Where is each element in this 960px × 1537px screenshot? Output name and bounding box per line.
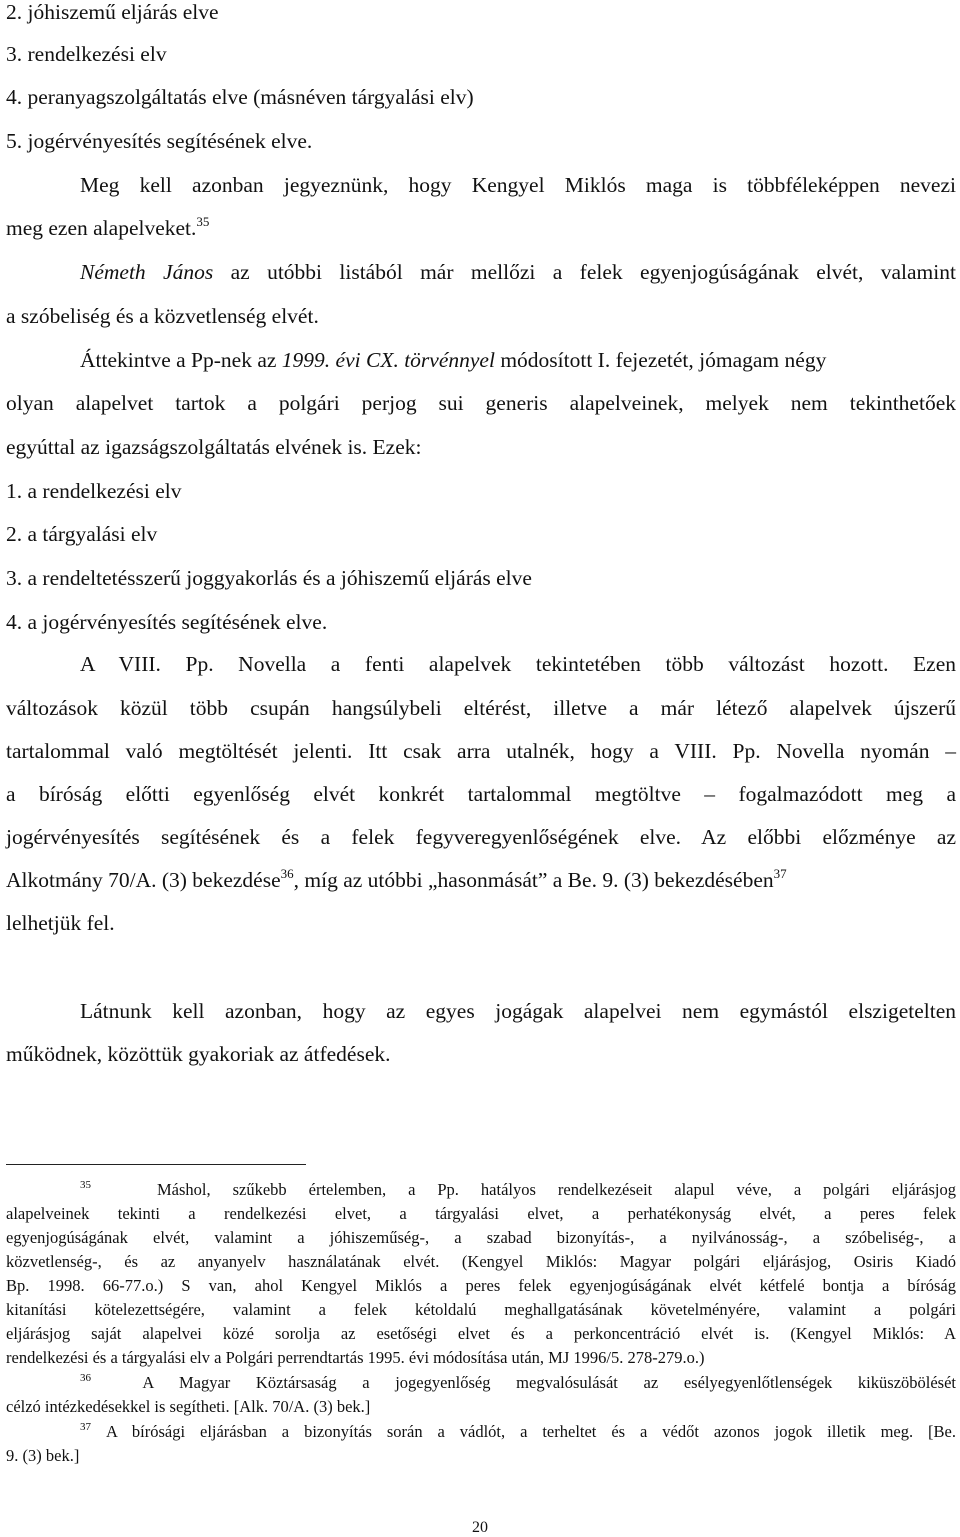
footnote-36: $^{36}$ A Magyar Köztársaság a jogegyenlőség megvalósulását az esélyegyenlőtlenségek kiküszöbölését: [80, 1371, 956, 1392]
footnote-ref-37[interactable]: 37: [773, 865, 787, 881]
paragraph-line: jogérvényesítés segítésének és a felek fegyveregyenlőségének elve. Az előbbi előzménye az: [6, 825, 956, 849]
footnote-line: kitanítási kötelezettségére, valamint a felek kétoldalú meghallgatásának követelményére, valamint a polgári: [6, 1300, 956, 1319]
footnote-37: $^{37}$ A bírósági eljárásban a bizonyítás során a vádlót, a terheltet és a védőt azonos jogok illetik meg. [Be.: [80, 1420, 957, 1441]
list-item: 3. a rendeltetésszerű joggyakorlás és a jóhiszemű eljárás elve: [6, 566, 532, 590]
paragraph-line: lelhetjük fel.: [6, 911, 115, 935]
paragraph-line: A VIII. Pp. Novella a fenti alapelvek tekintetében több változást hozott. Ezen: [80, 652, 956, 676]
paragraph-line: egyúttal az igazságszolgáltatás elvének is. Ezek:: [6, 435, 422, 459]
paragraph-line: a bíróság előtti egyenlőség elvét konkrét tartalommal megtöltve – fogalmazódott meg a: [6, 782, 956, 806]
footnote-line: alapelveinek tekinti a rendelkezési elvet, a tárgyalási elvet, a perhatékonyság elvét, a peres felek: [6, 1204, 956, 1223]
footnote-line: 9. (3) bek.]: [6, 1446, 80, 1465]
list-item: 1. a rendelkezési elv: [6, 479, 182, 503]
footnote-line: egyenjogúságának elvét, valamint a jóhiszeműség-, a szabad bizonyítás-, a nyilvánosság-, a szóbeliség-, a: [6, 1228, 956, 1247]
list-item: 4. peranyagszolgáltatás elve (másnéven tárgyalási elv): [6, 85, 474, 109]
paragraph-line: a szóbeliség és a közvetlenség elvét.: [6, 304, 319, 328]
footnote-separator: [6, 1164, 306, 1165]
paragraph-line: Alkotmány 70/A. (3) bekezdése$^{36}$, míg az utóbbi „hasonmását” a Be. 9. (3) bekezdésében$^{37}$: [6, 865, 787, 892]
footnote-ref-35[interactable]: 35: [196, 213, 210, 229]
list-item: 2. a tárgyalási elv: [6, 522, 158, 546]
paragraph-line: változások közül több csupán hangsúlybeli eltérést, illetve a már létező alapelvek újszerű: [6, 696, 956, 720]
paragraph-line: Meg kell azonban jegyeznünk, hogy Kengyel Miklós maga is többféleképpen nevezi: [80, 173, 956, 197]
footnote-line: rendelkezési és a tárgyalási elv a Polgári perrendtartás 1995. évi módosítása után, MJ 1996/5. 278-279.o.): [6, 1348, 705, 1367]
paragraph-line: olyan alapelvet tartok a polgári perjog sui generis alapelveinek, melyek nem tekinthetőek: [6, 391, 956, 415]
list-item: 3. rendelkezési elv: [6, 42, 167, 66]
page-number: 20: [472, 1519, 488, 1536]
footnote-35: $^{35}$ Máshol, szűkebb értelemben, a Pp. hatályos rendelkezéseit alapul véve, a polgári eljárásjog: [80, 1178, 957, 1199]
list-item: 4. a jogérvényesítés segítésének elve.: [6, 610, 328, 634]
list-item: 5. jogérvényesítés segítésének elve.: [6, 129, 313, 153]
paragraph-line: működnek, közöttük gyakoriak az átfedések.: [6, 1042, 391, 1066]
footnote-line: Bp. 1998. 66-77.o.) S van, ahol Kengyel Miklós a peres felek egyenjogúságának elvét kétfelé bontja a bíróság: [6, 1276, 956, 1295]
paragraph-line: Áttekintve a Pp-nek az 1999. évi CX. törvénnyel módosított I. fejezetét, jómagam négy: [80, 348, 827, 372]
footnote-line: eljárásjog saját alapelvei közé sorolja az esetőségi elvet és a perkoncentráció elvét is. (Kengyel Miklós: A: [6, 1324, 956, 1343]
footnote-ref-36[interactable]: 36: [280, 865, 294, 881]
paragraph-line: Látnunk kell azonban, hogy az egyes jogágak alapelvei nem egymástól elszigetelten: [80, 999, 956, 1023]
paragraph-line: Németh János az utóbbi listából már mellőzi a felek egyenjogúságának elvét, valamint: [80, 260, 956, 284]
footnote-line: közvetlenség-, és az anyanyelv használatának elvét. (Kengyel Miklós: Magyar polgári eljárásjog, Osiris Kiadó: [6, 1252, 956, 1271]
paragraph-line: meg ezen alapelveket.$^{35}$: [6, 213, 210, 240]
footnote-line: célzó intézkedésekkel is segítheti. [Alk. 70/A. (3) bek.]: [6, 1397, 371, 1416]
paragraph-line: tartalommal való megtöltését jelenti. Itt csak arra utalnék, hogy a VIII. Pp. Novella nyomán –: [6, 739, 956, 763]
author-name: Németh János: [80, 260, 214, 284]
list-item: 2. jóhiszemű eljárás elve: [6, 0, 219, 24]
